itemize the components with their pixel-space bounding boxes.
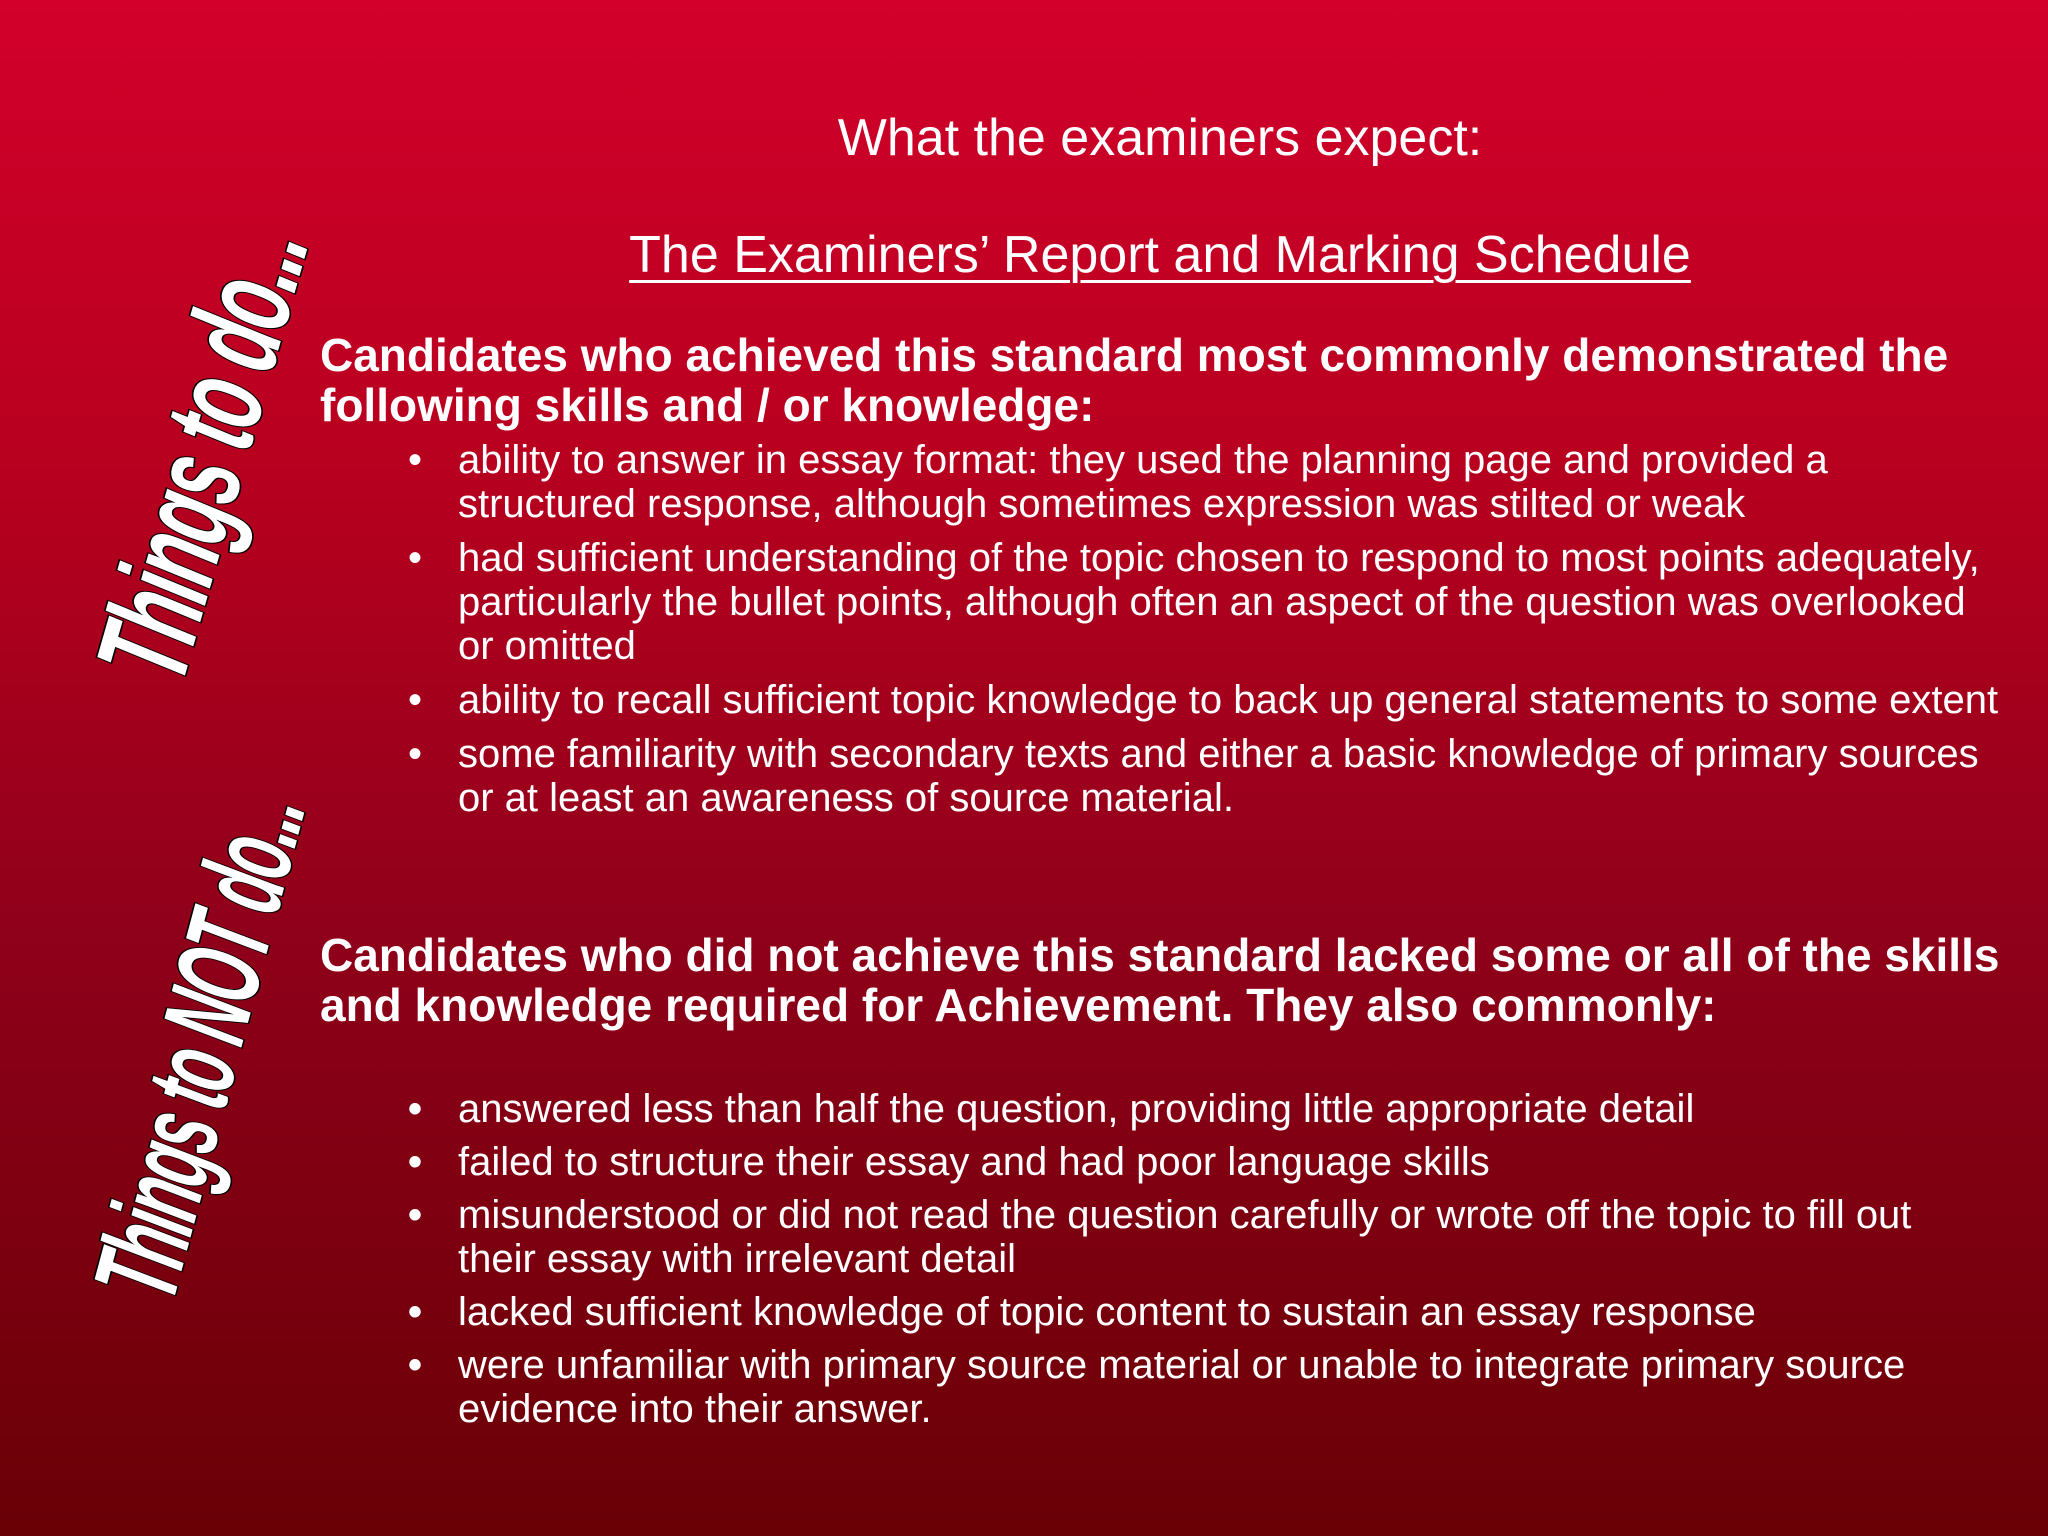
bullet-text: misunderstood or did not read the question carefully or wrote off the topic to fill out their essay with irrelevant detail [458, 1193, 1912, 1281]
bullet-icon: • [407, 732, 422, 776]
bullet-text: answered less than half the question, providing little appropriate detail [458, 1087, 1695, 1131]
bullet-icon: • [407, 1193, 422, 1237]
bullet-icon: • [407, 678, 422, 722]
bullet-text: some familiarity with secondary texts and either a basic knowledge of primary sources or at least an awareness of source material. [458, 732, 1979, 820]
list-item [400, 678, 2000, 722]
bullet-icon: • [407, 536, 422, 580]
bullet-icon: • [407, 1290, 422, 1334]
things-to-not-do-wordart: Things to NOT do... [68, 780, 331, 1313]
bullet-text: failed to structure their essay and had poor language skills [458, 1140, 1490, 1184]
bullet-icon: • [407, 1140, 422, 1184]
list-item [400, 1343, 2000, 1431]
bullet-icon: • [407, 438, 422, 482]
achieved-intro: Candidates who achieved this standard most commonly demonstrated the following skills and / or knowledge: [320, 329, 1949, 431]
bullet-icon: • [407, 1087, 422, 1131]
list-item [400, 536, 2000, 668]
things-to-do-wordart: Things to do... [69, 211, 337, 697]
slide-subtitle: The Examiners’ Report and Marking Schedule [629, 226, 1691, 284]
list-item [400, 1140, 2000, 1184]
slide-title: What the examiners expect: [837, 109, 1483, 167]
not-achieved-intro: Candidates who did not achieve this standard lacked some or all of the skills and knowledge required for Achievement. They also commonly: [320, 929, 2000, 1031]
list-item [400, 732, 2000, 820]
list-item [400, 438, 2000, 526]
bullet-text: ability to answer in essay format: they used the planning page and provided a structured response, although sometimes expression was stilted or weak [458, 438, 1828, 526]
bullet-text: had sufficient understanding of the topic chosen to respond to most points adequately, particularly the bullet points, although often an aspect of the question was overlooked or omitted [458, 536, 1980, 668]
bullet-text: were unfamiliar with primary source material or unable to integrate primary source evidence into their answer. [458, 1343, 1906, 1431]
list-item [400, 1087, 2000, 1131]
list-item [400, 1290, 2000, 1334]
achieved-bullet-list [400, 438, 2000, 830]
not-achieved-bullet-list [400, 1087, 2000, 1440]
bullet-text: ability to recall sufficient topic knowledge to back up general statements to some extent [458, 678, 1999, 722]
bullet-text: lacked sufficient knowledge of topic content to sustain an essay response [458, 1290, 1756, 1334]
bullet-icon: • [407, 1343, 422, 1387]
list-item [400, 1193, 2000, 1281]
